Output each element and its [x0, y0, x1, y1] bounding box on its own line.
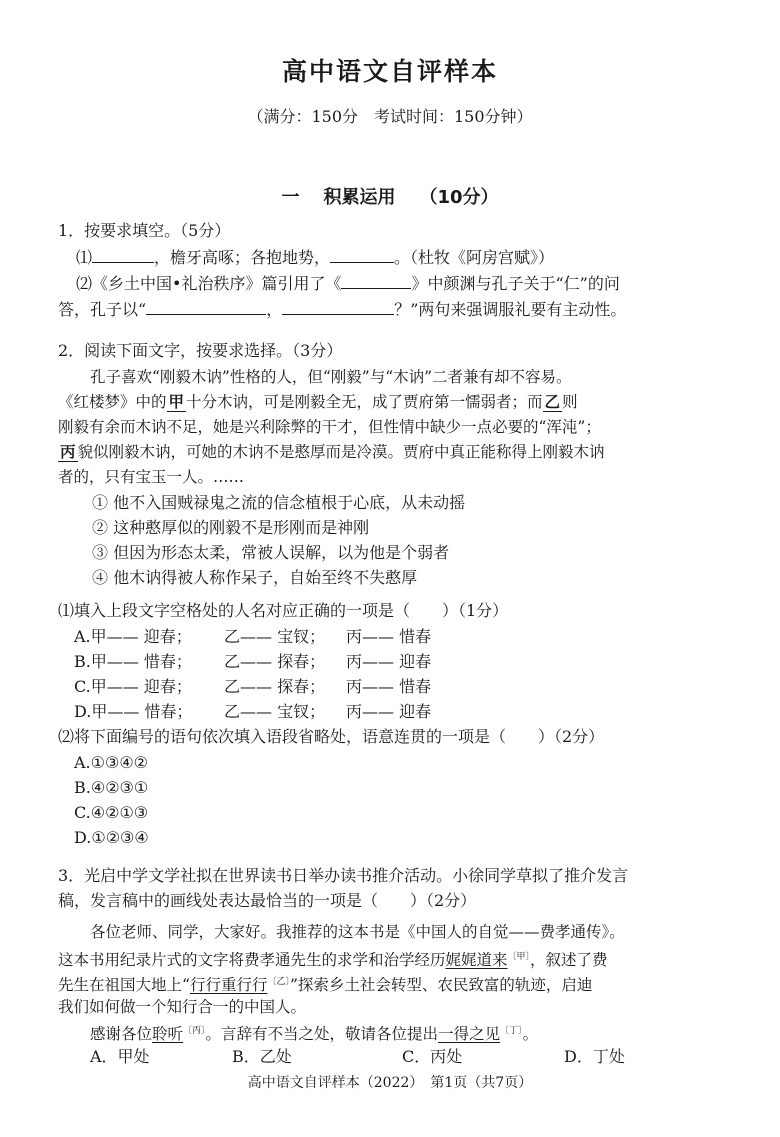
answer-blank[interactable]: [92, 245, 154, 263]
q3-options: [90, 1046, 625, 1068]
q1-stem: 1．按要求填空。（5分）: [58, 221, 231, 240]
q3-speech-line: 这本书用纪录片式的文字将费孝通先生的求学和治学经历娓娓道来$^{〔甲〕}$，叙述了费: [58, 951, 608, 969]
q2-sentence-item: ③ 但因为形态太柔，常被人误解，以为他是个弱者: [92, 543, 450, 562]
note-jia: 〔甲〕: [507, 952, 531, 962]
underlined-phrase-ding: 一得之见: [438, 1025, 501, 1043]
q3-speech-line: 各位老师、同学，大家好。我推荐的这本书是《中国人的自觉——费孝通传》。: [90, 923, 625, 941]
q2-passage-line: 刚毅有余而木讷不足，她是兴利除弊的干才，但性情中缺少一点必要的“浑沌”；: [58, 418, 601, 436]
underlined-phrase-jia: 娓娓道来: [445, 951, 508, 969]
q2-sub1-option[interactable]: B.甲—— 惜春； 乙—— 探春； 丙—— 迎春: [74, 652, 432, 671]
q3-speech-line: 先生在祖国大地上“行行重行行$^{〔乙〕}$”探索乡土社会转型、农民致富的轨迹，启迪: [58, 976, 593, 994]
answer-blank[interactable]: [282, 297, 394, 315]
q2-sub2-option[interactable]: A.①③④②: [74, 753, 149, 772]
q3-stem-cont: 稿，发言稿中的画线处表达最恰当的一项是（ ）（2分）: [58, 891, 477, 910]
answer-blank[interactable]: [341, 271, 411, 289]
q3-option[interactable]: B．乙处: [232, 1047, 292, 1066]
q2-passage-line: 丙 貌似刚毅木讷，可她的木讷不是憨厚而是冷漠。贾府中真正能称得上刚毅木讷: [60, 442, 605, 461]
page-footer: 高中语文自评样本（2022） 第1页（共7页）: [247, 1075, 533, 1091]
q2-passage-line: 《红楼梦》中的 甲 十分木讷，可是刚毅全无，成了贾府第一懦弱者；而 乙 则: [58, 392, 578, 411]
q1-part2: ⑵《乡土中国•礼治秩序》篇引用了《 》中颜渊与孔子关于“仁”的问: [76, 271, 620, 295]
q2-sub2-option[interactable]: C.④②①③: [74, 803, 149, 822]
underlined-phrase-bing: 聆听: [152, 1025, 184, 1043]
note-yi: 〔乙〕: [267, 977, 290, 987]
q2-sub1-stem: ⑴填入上段文字空格处的人名对应正确的一项是（ ）（1分）: [58, 601, 509, 620]
blank-mark-bing: 丙: [60, 442, 76, 461]
section-number: 一: [281, 187, 300, 208]
q2-passage-line: 者的，只有宝玉一人。……: [58, 468, 245, 486]
note-ding: 〔丁〕: [500, 1026, 523, 1036]
q2-sentence-item: ① 他不入国贼禄鬼之流的信念植根于心底，从未动摇: [92, 493, 466, 512]
q2-stem: 2．阅读下面文字，按要求选择。（3分）: [58, 341, 343, 360]
q3-option[interactable]: A．甲处: [90, 1047, 150, 1066]
q2-sub1-option[interactable]: D.甲—— 惜春； 乙—— 宝钗； 丙—— 迎春: [74, 702, 432, 721]
q3-stem: 3．光启中学文学社拟在世界读书日举办读书推介活动。小徐同学草拟了推介发言: [58, 866, 629, 885]
q1-part1: ⑴ ，檐牙高啄；各抱地势， 。（杜牧《阿房宫赋》）: [76, 245, 554, 269]
blank-mark-jia: 甲: [168, 392, 185, 411]
exam-info: （满分：150分 考试时间：150分钟）: [247, 107, 533, 126]
q3-option[interactable]: C．丙处: [402, 1047, 463, 1066]
q2-sub1-option[interactable]: C.甲—— 迎春； 乙—— 探春； 丙—— 惜春: [74, 677, 432, 696]
q2-sub2-stem: ⑵将下面编号的语句依次填入语段省略处，语意连贯的一项是（ ）（2分）: [58, 727, 605, 746]
page-title: 高中语文自评样本: [281, 57, 498, 86]
q2-sub2-option[interactable]: B.④②③①: [74, 778, 149, 797]
q2-sentence-item: ④ 他木讷得被人称作呆子，自始至终不失憨厚: [92, 568, 418, 587]
underlined-phrase-yi: 行行重行行: [189, 976, 268, 994]
note-bing: 〔丙〕: [183, 1026, 206, 1036]
blank-mark-yi: 乙: [544, 392, 561, 411]
answer-blank[interactable]: [146, 297, 266, 315]
q3-speech-line: 感谢各位聆听$^{〔丙〕}$。言辞有不当之处，敬请各位提出一得之见$^{〔丁〕}$。: [90, 1025, 539, 1043]
answer-blank[interactable]: [330, 245, 394, 263]
q2-sub2-option[interactable]: D.①②③④: [74, 828, 149, 847]
section-name: 积累运用: [323, 187, 396, 208]
q2-passage-line: 孔子喜欢“刚毅木讷”性格的人，但“刚毅”与“木讷”二者兼有却不容易。: [90, 368, 572, 386]
q2-sentence-item: ② 这种憨厚似的刚毅不是形刚而是神刚: [92, 518, 370, 537]
q3-speech-line: 我们如何做一个知行合一的中国人。: [58, 998, 307, 1016]
section-score: （10分）: [419, 187, 499, 208]
q2-sub1-option[interactable]: A.甲—— 迎春； 乙—— 宝钗； 丙—— 惜春: [74, 627, 432, 646]
q1-part2-cont: 答，孔子以“ ， ？”两句来强调服礼要有主动性。: [58, 297, 626, 321]
section-heading: [0, 183, 780, 209]
q3-option[interactable]: D．丁处: [564, 1047, 625, 1066]
